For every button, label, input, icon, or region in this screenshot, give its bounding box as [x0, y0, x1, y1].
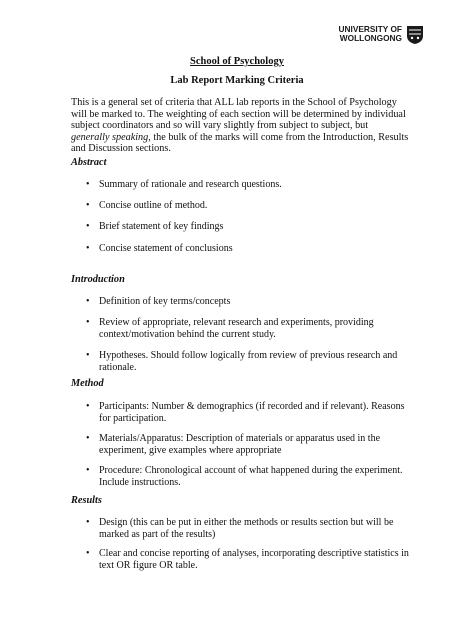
bullet-icon: • — [86, 317, 90, 328]
list-item: Definition of key terms/concepts — [99, 296, 231, 307]
bullet-icon: • — [86, 200, 90, 211]
intro-paragraph — [71, 97, 409, 155]
bullet-icon: • — [86, 401, 90, 412]
bullet-icon: • — [86, 296, 90, 307]
intro-text-2: , the bulk of the marks will come from the Introduction, Results and Discussion sections. — [71, 131, 409, 154]
section-heading-abstract: Abstract — [71, 157, 107, 168]
bullet-icon: • — [86, 517, 90, 528]
intro-emphasis: generally speaking — [71, 131, 149, 143]
list-item: Participants: Number & demographics (if recorded and if relevant). Reasons for participation. — [99, 401, 405, 424]
bullet-icon: • — [86, 465, 90, 476]
bullet-icon: • — [86, 179, 90, 190]
section-heading-method: Method — [71, 378, 104, 389]
list-item: Concise outline of method. — [99, 200, 208, 211]
bullet-icon: • — [86, 548, 90, 559]
list-item: Design (this can be put in either the methods or results section but will be marked as part of the results) — [99, 517, 394, 540]
list-item: Brief statement of key findings — [99, 221, 224, 232]
bullet-icon: • — [86, 221, 90, 232]
list-item: Procedure: Chronological account of what happened during the experiment. Include instructions. — [99, 465, 403, 488]
list-item: Summary of rationale and research questions. — [99, 179, 282, 190]
intro-text-1: This is a general set of criteria that ALL lab reports in the School of Psychology will be marked to. The weighting of each section will be determined by individual subject coordinators and so will vary slightly from subject to subject, but — [71, 97, 406, 131]
logo-line-1: UNIVERSITY OF — [338, 24, 402, 34]
section-heading-introduction: Introduction — [71, 274, 125, 285]
list-item: Materials/Apparatus: Description of materials or apparatus used in the experiment, give examples where appropriate — [99, 433, 381, 456]
list-item: Clear and concise reporting of analyses, incorporating descriptive statistics in text OR figure OR table. — [99, 548, 409, 571]
list-item: Hypotheses. Should follow logically from review of previous research and rationale. — [99, 350, 398, 373]
school-title: School of Psychology — [190, 56, 284, 67]
bullet-icon: • — [86, 243, 90, 254]
crest-icon — [406, 25, 424, 45]
bullet-icon: • — [86, 433, 90, 444]
university-logo — [322, 25, 452, 47]
document-title: Lab Report Marking Criteria — [170, 75, 304, 86]
list-item: Review of appropriate, relevant research and experiments, providing context/motivation behind the current study. — [99, 317, 374, 340]
section-heading-results: Results — [71, 495, 102, 506]
bullet-icon: • — [86, 350, 90, 361]
logo-line-2: WOLLONGONG — [339, 33, 402, 43]
list-item: Concise statement of conclusions — [99, 243, 233, 254]
